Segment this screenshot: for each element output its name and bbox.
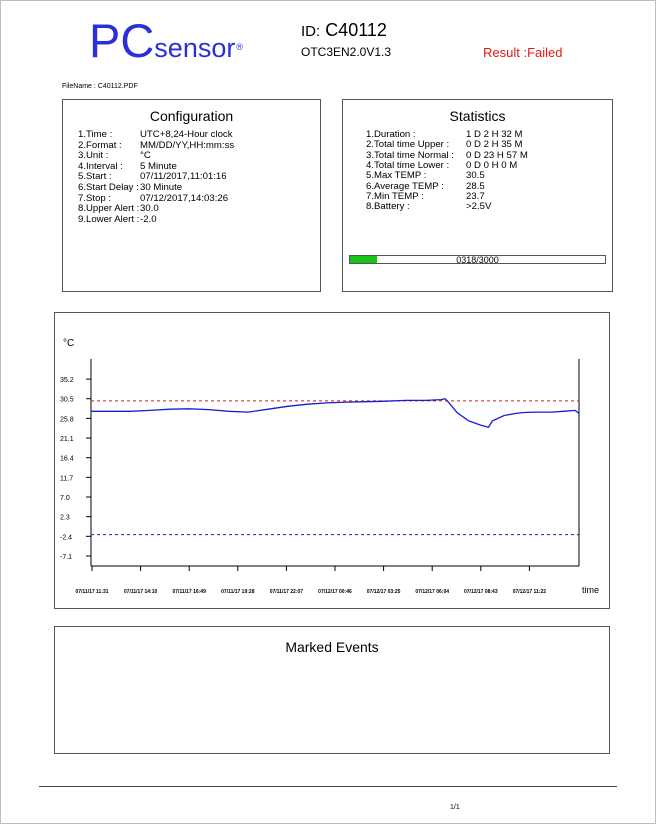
- x-tick-label: 07/11/17 14:10: [123, 589, 158, 595]
- temperature-chart: [55, 313, 611, 610]
- info-key: 6.Average TEMP :: [366, 180, 444, 192]
- info-value: 0 D 23 H 57 M: [466, 149, 528, 161]
- y-tick-label: 30.5: [60, 396, 74, 404]
- info-key: 7.Stop :: [78, 192, 112, 204]
- info-key: 3.Unit :: [78, 150, 109, 162]
- y-tick-label: 25.8: [60, 416, 74, 424]
- configuration-panel: [62, 99, 321, 292]
- info-key: 3.Total time Normal :: [366, 149, 454, 161]
- model-number: OTC3EN2.0V1.3: [301, 45, 392, 59]
- info-value: 07/12/2017,14:03:26: [140, 192, 229, 204]
- x-tick-label: 07/11/17 16:49: [172, 589, 206, 595]
- info-key: 8.Battery :: [366, 201, 410, 213]
- x-tick-label: 07/12/17 03:25: [366, 589, 401, 595]
- device-id: [301, 20, 387, 41]
- info-key: 4.Total time Lower :: [366, 159, 450, 171]
- chart-panel: [54, 312, 610, 609]
- result-status: Result :Failed: [483, 45, 563, 60]
- info-value: 30.5: [466, 170, 485, 182]
- marked-events-panel: [54, 626, 610, 754]
- y-tick-label: -7.1: [60, 553, 73, 561]
- x-tick-label: 07/12/17 08:43: [463, 589, 498, 595]
- x-tick-label: 07/11/17 19:28: [221, 589, 255, 595]
- x-tick-label: 07/11/17 11:31: [75, 589, 109, 595]
- y-tick-label: 16.4: [60, 455, 74, 463]
- y-tick-label: 21.1: [60, 436, 74, 444]
- info-value: -2.0: [140, 213, 157, 225]
- pcsensor-logo: PCsensor®: [89, 14, 243, 67]
- page-number: 1/1: [450, 804, 460, 811]
- info-key: 1.Time :: [78, 129, 113, 140]
- info-value: MM/DD/YY,HH:mm:ss: [140, 139, 235, 151]
- device-id-label: ID:: [301, 23, 321, 40]
- file-name: FileName : C40112.PDF: [62, 83, 138, 90]
- statistics-title: Statistics: [449, 108, 506, 124]
- info-value: 30.0: [140, 203, 159, 215]
- y-axis-unit-label: °C: [63, 338, 75, 349]
- info-key: 7.Min TEMP :: [366, 190, 424, 202]
- memory-progress-bar: [349, 255, 606, 264]
- info-value: 07/11/2017,11:01:16: [140, 171, 227, 183]
- y-tick-label: 11.7: [60, 475, 74, 483]
- x-axis-label: time: [582, 585, 600, 595]
- info-value: °C: [140, 150, 151, 162]
- info-key: 2.Total time Upper :: [366, 139, 450, 151]
- info-value: UTC+8,24-Hour clock: [140, 129, 233, 140]
- configuration-title: Configuration: [149, 108, 234, 124]
- info-value: 28.5: [466, 180, 485, 192]
- device-id-value: C40112: [325, 20, 387, 40]
- info-key: 2.Format :: [78, 139, 122, 151]
- progress-text: 0318/3000: [456, 255, 499, 265]
- info-value: 30 Minute: [140, 182, 183, 193]
- x-tick-label: 07/12/17 11:22: [512, 589, 547, 595]
- info-key: 6.Start Delay :: [78, 182, 139, 193]
- footer-divider: [39, 786, 617, 787]
- info-value: 0 D 2 H 35 M: [466, 139, 523, 151]
- y-tick-label: -2.4: [60, 534, 73, 542]
- info-key: 9.Lower Alert :: [78, 213, 140, 225]
- x-tick-label: 07/11/17 22:07: [269, 589, 304, 595]
- info-value: 23.7: [466, 190, 485, 202]
- info-value: 0 D 0 H 0 M: [466, 159, 518, 171]
- info-value: 5 Minute: [140, 160, 177, 172]
- x-tick-label: 07/12/17 00:46: [318, 589, 352, 595]
- info-key: 8.Upper Alert :: [78, 203, 140, 215]
- y-tick-label: 7.0: [60, 495, 70, 502]
- info-key: 5.Max TEMP :: [366, 170, 427, 182]
- y-tick-label: 35.2: [60, 377, 74, 385]
- info-value: >2.5V: [466, 201, 492, 213]
- info-key: 1.Duration :: [366, 129, 416, 140]
- marked-events-title: Marked Events: [285, 639, 379, 655]
- y-tick-label: 2.3: [60, 514, 70, 522]
- info-key: 5.Start :: [78, 171, 112, 183]
- info-key: 4.Interval :: [78, 160, 123, 172]
- temperature-series-line: [91, 399, 579, 428]
- x-tick-label: 07/12/17 06:04: [415, 589, 450, 595]
- info-value: 1 D 2 H 32 M: [466, 129, 523, 140]
